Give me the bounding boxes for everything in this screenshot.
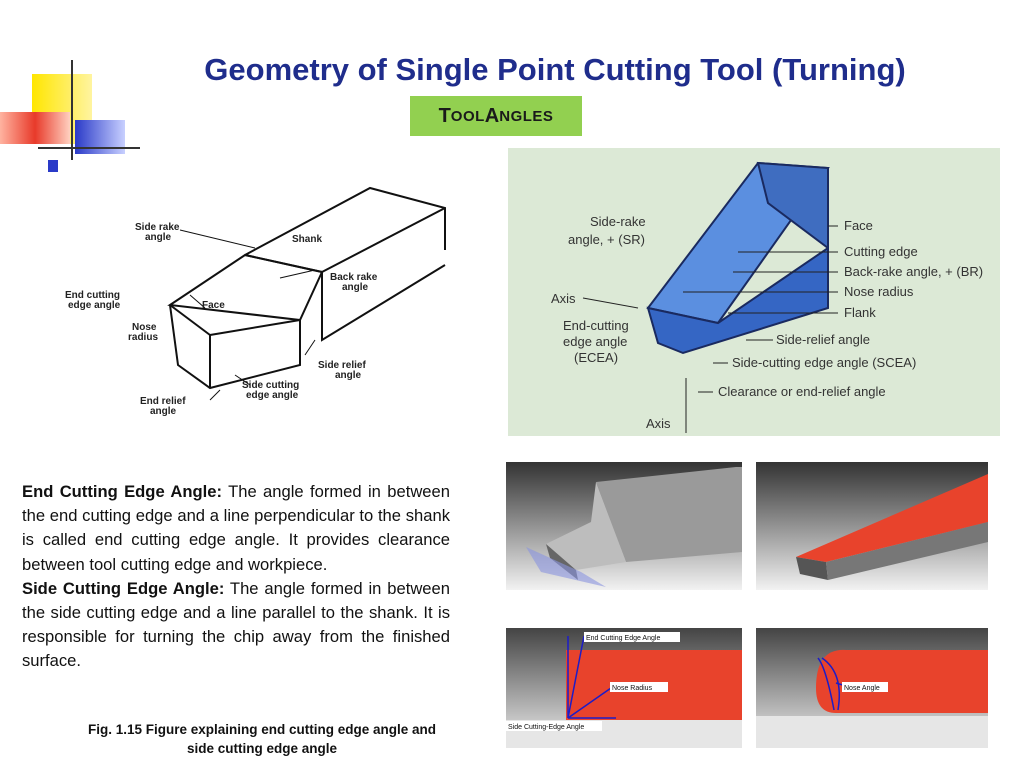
text-ecea: The angle formed in between the end cutting edge and a line perpendicular to the shank is called end cutting edge angle. It provides clearance between tool cutting edge and workpiece.	[22, 482, 450, 574]
text-scea: The angle formed in between the side cutting edge and a line parallel to the shank. It is responsible for turning the chip away from the finished surface.	[22, 578, 450, 671]
definition-ecea	[22, 480, 450, 577]
render-end-cutting-angle-graphic	[506, 628, 742, 748]
rlabel-face: Face	[844, 218, 873, 233]
label-end-relief-1: End relief	[140, 396, 186, 407]
page-title: Geometry of Single Point Cutting Tool (Turning)	[204, 52, 906, 87]
rlabel-end-cutting-1: End-cutting	[563, 318, 629, 333]
rlabel-side-rake-2: angle, + (SR)	[568, 232, 645, 247]
render-red-tool-graphic	[756, 462, 988, 590]
label-side-rake-1: Side rake	[135, 222, 180, 233]
term-ecea: End Cutting Edge Angle:	[22, 482, 223, 501]
corner-decoration-graphic	[0, 0, 140, 175]
subtitle-t: T	[438, 104, 451, 127]
label-nose-1: Nose	[132, 322, 157, 333]
render-label-scea: Side Cutting-Edge Angle	[508, 724, 585, 731]
caption-line-1: Fig. 1.15 Figure explaining end cutting edge angle and	[87, 722, 437, 737]
render-label-nose-angle: Nose Angle	[844, 685, 880, 692]
corner-decoration	[0, 0, 140, 175]
label-shank: Shank	[292, 234, 323, 245]
rlabel-back-rake: Back-rake angle, + (BR)	[844, 264, 984, 279]
label-side-relief-2: angle	[335, 370, 362, 381]
render-label-ecea: End Cutting Edge Angle	[586, 635, 661, 642]
tool-line-drawing	[60, 160, 460, 425]
label-side-cutting-1: Side cutting	[242, 380, 300, 391]
render-label-nose-radius: Nose Radius	[612, 685, 653, 692]
subtitle-ngles: NGLES	[499, 107, 554, 125]
rlabel-end-cutting-3: (ECEA)	[574, 350, 619, 365]
label-side-cutting-2: edge angle	[246, 390, 299, 401]
rlabel-flank: Flank	[844, 305, 876, 320]
tool-angle-diagram-graphic	[508, 148, 1000, 436]
label-side-rake-2: angle	[145, 232, 172, 243]
rlabel-axis-left: Axis	[551, 291, 576, 306]
label-face: Face	[202, 300, 225, 311]
rlabel-nose-radius: Nose radius	[844, 284, 914, 299]
subtitle-a: A	[484, 104, 500, 127]
figure-caption	[22, 720, 502, 758]
rlabel-clearance: Clearance or end-relief angle	[718, 384, 886, 399]
label-end-cutting-2: edge angle	[68, 300, 121, 311]
label-side-relief-1: Side relief	[318, 360, 366, 371]
render-grey-tool	[506, 462, 742, 590]
subtitle-ool: OOL	[450, 107, 485, 125]
render-end-cutting-angle	[506, 628, 742, 748]
rlabel-side-rake-1: Side-rake	[590, 214, 646, 229]
rlabel-end-cutting-2: edge angle	[563, 334, 628, 349]
section-label	[410, 96, 582, 136]
label-end-cutting-1: End cutting	[65, 290, 120, 301]
label-nose-2: radius	[128, 332, 159, 343]
rlabel-side-relief: Side-relief angle	[776, 332, 870, 347]
definition-scea	[22, 577, 450, 674]
line-drawing-diagram	[60, 160, 460, 425]
tool-angle-diagram	[508, 148, 1000, 436]
rlabel-side-cutting: Side-cutting edge angle (SCEA)	[732, 355, 917, 370]
rlabel-cutting-edge: Cutting edge	[844, 244, 918, 259]
caption-line-2: side cutting edge angle	[186, 741, 338, 756]
label-back-rake-2: angle	[342, 282, 369, 293]
label-end-relief-2: angle	[150, 406, 177, 417]
render-nose-angle-graphic	[756, 628, 988, 748]
rlabel-axis-bottom: Axis	[646, 416, 671, 431]
render-grey-tool-graphic	[506, 462, 742, 590]
label-back-rake-1: Back rake	[330, 272, 378, 283]
definitions-text	[22, 480, 450, 674]
render-red-tool	[756, 462, 988, 590]
term-scea: Side Cutting Edge Angle:	[22, 578, 225, 598]
render-nose-angle	[756, 628, 988, 748]
